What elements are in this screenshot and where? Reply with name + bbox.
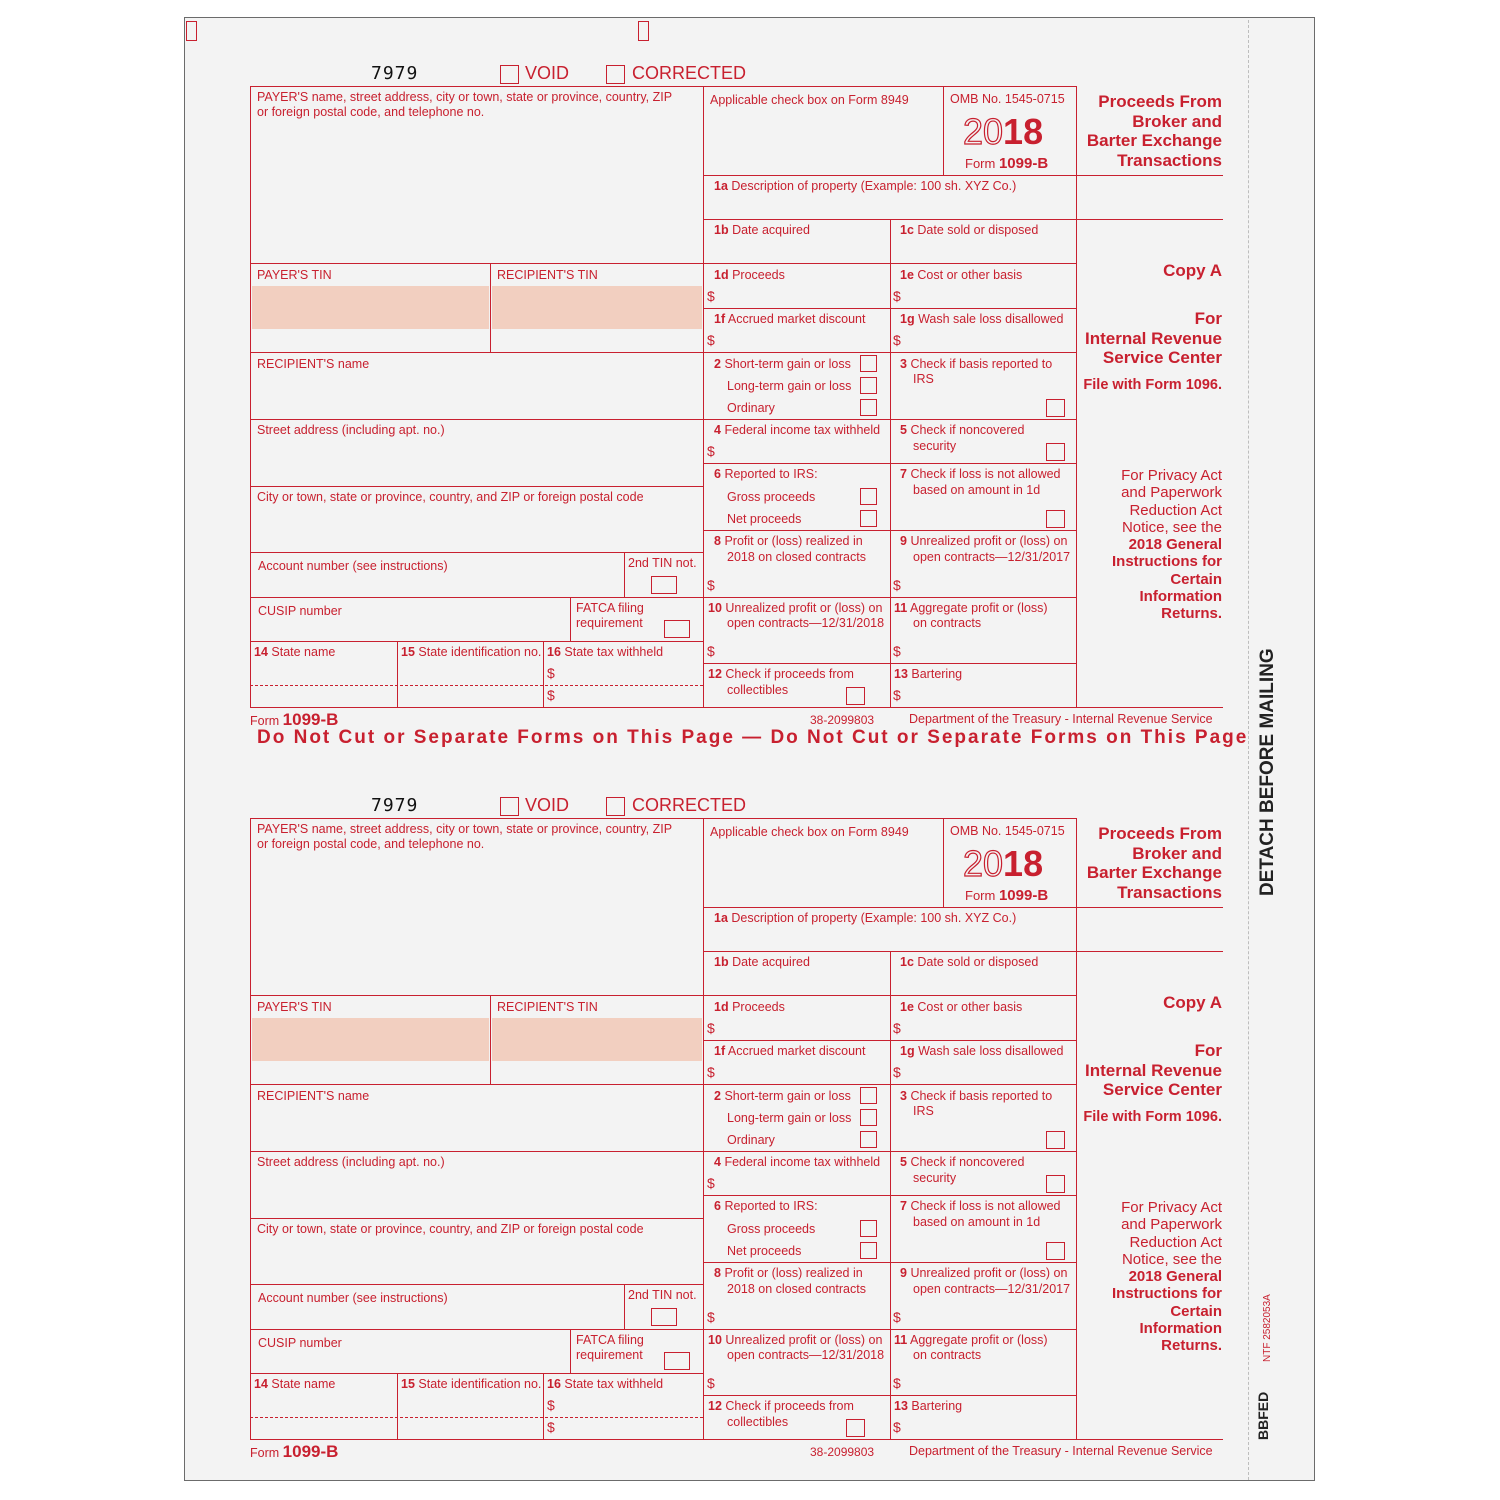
- box-1a-label: 1a Description of property (Example: 100 sh. XYZ Co.): [714, 179, 1017, 193]
- dollar-sign: $: [893, 1419, 901, 1435]
- second-tin-label: 2nd TIN not.: [628, 1288, 697, 1302]
- payer-info-field[interactable]: [252, 120, 701, 262]
- box-15-label: 15 State identification no.: [401, 1377, 542, 1391]
- dollar-sign: $: [547, 687, 555, 703]
- grid-line: [250, 597, 1076, 598]
- city-label: City or town, state or province, country, and ZIP or foreign postal code: [257, 1222, 644, 1236]
- file-with-label: File with Form 1096.: [1083, 377, 1222, 393]
- box-5-label: 5 Check if noncovered: [900, 1155, 1025, 1169]
- box-2-label: 2 Short-term gain or loss: [714, 357, 851, 371]
- dollar-sign: $: [893, 577, 901, 593]
- dollar-sign: $: [893, 288, 901, 304]
- long-term-label: Long-term gain or loss: [727, 1111, 852, 1125]
- dollar-sign: $: [893, 332, 901, 348]
- void-label: VOID: [525, 795, 570, 815]
- copy-purpose: For Internal Revenue Service Center: [1085, 1041, 1222, 1099]
- grid-line: [250, 685, 703, 686]
- payer-tin-field[interactable]: [252, 1018, 489, 1061]
- grid-line: [703, 463, 1076, 464]
- dollar-sign: $: [893, 1309, 901, 1325]
- account-label: Account number (see instructions): [258, 559, 448, 573]
- form-code: 7979: [371, 63, 419, 84]
- privacy-notice: For Privacy Act and Paperwork Reduction Act Notice, see the 2018 General Instructions for Certain Information Returns.: [1111, 467, 1222, 623]
- noncovered-checkbox[interactable]: [1046, 443, 1065, 461]
- grid-line: [703, 86, 704, 708]
- dollar-sign: $: [893, 1064, 901, 1080]
- box-6-label: 6 Reported to IRS:: [714, 467, 818, 481]
- tax-year: 2018: [963, 843, 1044, 884]
- form-1099b: [0, 0, 1500, 729]
- ordinary-checkbox[interactable]: [860, 399, 877, 416]
- long-term-checkbox[interactable]: [860, 1109, 877, 1126]
- box-12-label-2: collectibles: [727, 683, 789, 697]
- grid-line: [250, 1284, 703, 1285]
- box-1f-label: 1f Accrued market discount: [714, 312, 866, 326]
- tax-year: 2018: [963, 111, 1044, 152]
- form8949-label: Applicable check box on Form 8949: [710, 93, 909, 107]
- dollar-sign: $: [707, 1309, 715, 1325]
- grid-line: [250, 86, 1077, 87]
- dollar-sign: $: [707, 643, 715, 659]
- grid-line: [250, 486, 703, 487]
- box-1g-label: 1g Wash sale loss disallowed: [900, 312, 1064, 326]
- net-proceeds-checkbox[interactable]: [860, 1242, 877, 1259]
- dollar-sign: $: [893, 643, 901, 659]
- box-10-label: 10 Unrealized profit or (loss) on: [708, 601, 883, 615]
- box-11-label: 11 Aggregate profit or (loss): [894, 601, 1048, 615]
- grid-line: [703, 1395, 1076, 1396]
- second-tin-checkbox[interactable]: [651, 576, 677, 594]
- box-2-label: 2 Short-term gain or loss: [714, 1089, 851, 1103]
- long-term-label: Long-term gain or loss: [727, 379, 852, 393]
- box-1c-label: 1c Date sold or disposed: [900, 955, 1039, 969]
- corrected-label: CORRECTED: [632, 795, 747, 815]
- fatca-label-2: requirement: [576, 616, 643, 630]
- grid-line: [703, 175, 1223, 176]
- form-title: Proceeds From Broker and Barter Exchange Transactions: [1086, 92, 1222, 170]
- grid-line: [490, 995, 491, 1084]
- box-4-label: 4 Federal income tax withheld: [714, 423, 881, 437]
- grid-line: [703, 1262, 1076, 1263]
- recipient-name-label: RECIPIENT'S name: [257, 1089, 370, 1103]
- dollar-sign: $: [707, 1020, 715, 1036]
- street-label: Street address (including apt. no.): [257, 423, 445, 437]
- gross-proceeds-checkbox[interactable]: [860, 1220, 877, 1237]
- gross-proceeds-label: Gross proceeds: [727, 490, 816, 504]
- box-1e-label: 1e Cost or other basis: [900, 1000, 1023, 1014]
- box-12-label-2: collectibles: [727, 1415, 789, 1429]
- box-9-label-2: open contracts—12/31/2017: [913, 1282, 1071, 1296]
- box-5-label-2: security: [913, 439, 957, 453]
- payer-tin-field[interactable]: [252, 286, 489, 329]
- box-7-label: 7 Check if loss is not allowed: [900, 467, 1061, 481]
- dollar-sign: $: [547, 1397, 555, 1413]
- payer-tin-label: PAYER'S TIN: [257, 1000, 332, 1014]
- box-5-label: 5 Check if noncovered: [900, 423, 1025, 437]
- footer-form-name: Form 1099-B: [250, 710, 339, 729]
- grid-line: [543, 1373, 544, 1440]
- grid-line: [943, 818, 944, 907]
- payer-info-field[interactable]: [252, 852, 701, 994]
- box-9-label: 9 Unrealized profit or (loss) on: [900, 534, 1068, 548]
- grid-line: [250, 263, 1076, 264]
- form-code: 7979: [371, 795, 419, 816]
- net-proceeds-checkbox[interactable]: [860, 510, 877, 527]
- detach-before-mailing-label: DETACH BEFORE MAILING: [1257, 648, 1278, 896]
- grid-line: [703, 530, 1076, 531]
- payer-info-label: PAYER'S name, street address, city or town, state or province, country, ZIP: [257, 90, 673, 104]
- long-term-checkbox[interactable]: [860, 377, 877, 394]
- do-not-cut-banner: Do Not Cut or Separate Forms on This Page — Do Not Cut or Separate Forms on This Page: [257, 727, 1249, 748]
- dollar-sign: $: [707, 1175, 715, 1191]
- net-proceeds-label: Net proceeds: [727, 1244, 802, 1258]
- box-1d-label: 1d Proceeds: [714, 268, 785, 282]
- grid-line: [250, 1439, 1223, 1440]
- dollar-sign: $: [707, 288, 715, 304]
- bbfed-code: BBFED: [1255, 1391, 1271, 1440]
- box-6-label: 6 Reported to IRS:: [714, 1199, 818, 1213]
- box-11-label-2: on contracts: [913, 1348, 982, 1362]
- copy-a-label: Copy A: [1163, 261, 1222, 280]
- grid-line: [250, 1329, 1076, 1330]
- form-name: Form 1099-B: [965, 155, 1049, 172]
- basis-reported-checkbox[interactable]: [1046, 399, 1065, 417]
- ordinary-label: Ordinary: [727, 401, 775, 415]
- recipient-tin-label: RECIPIENT'S TIN: [497, 1000, 598, 1014]
- box-1f-label: 1f Accrued market discount: [714, 1044, 866, 1058]
- void-label: VOID: [525, 63, 570, 83]
- box-7-label-2: based on amount in 1d: [913, 483, 1041, 497]
- void-checkbox[interactable]: [500, 65, 519, 84]
- corrected-checkbox[interactable]: [606, 65, 625, 84]
- grid-line: [250, 1084, 1076, 1085]
- grid-line: [703, 1040, 1076, 1041]
- grid-line: [570, 1329, 571, 1373]
- footer-form-name: Form 1099-B: [250, 1442, 339, 1461]
- dollar-sign: $: [547, 1419, 555, 1435]
- omb-number: OMB No. 1545-0715: [950, 92, 1065, 106]
- form-title: Proceeds From Broker and Barter Exchange Transactions: [1086, 824, 1222, 902]
- box-10-label-2: open contracts—12/31/2018: [727, 616, 885, 630]
- box-3-label: 3 Check if basis reported to: [900, 357, 1053, 371]
- net-proceeds-label: Net proceeds: [727, 512, 802, 526]
- noncovered-checkbox[interactable]: [1046, 1175, 1065, 1193]
- grid-line: [703, 907, 1223, 908]
- grid-line: [543, 641, 544, 708]
- cusip-label: CUSIP number: [258, 604, 342, 618]
- dollar-sign: $: [893, 1375, 901, 1391]
- box-7-label-2: based on amount in 1d: [913, 1215, 1041, 1229]
- recipient-tin-field[interactable]: [492, 286, 702, 329]
- dollar-sign: $: [707, 443, 715, 459]
- grid-line: [250, 1218, 703, 1219]
- grid-line: [250, 86, 251, 708]
- box-7-label: 7 Check if loss is not allowed: [900, 1199, 1061, 1213]
- box-3-label: 3 Check if basis reported to: [900, 1089, 1053, 1103]
- grid-line: [397, 641, 398, 708]
- box-1g-label: 1g Wash sale loss disallowed: [900, 1044, 1064, 1058]
- footer-cat-number: 38-2099803: [810, 1445, 875, 1459]
- box-12-label: 12 Check if proceeds from: [708, 1399, 854, 1413]
- grid-line: [250, 818, 1077, 819]
- box-10-label-2: open contracts—12/31/2018: [727, 1348, 885, 1362]
- fatca-checkbox[interactable]: [664, 1352, 690, 1370]
- grid-line: [624, 1284, 625, 1329]
- second-tin-checkbox[interactable]: [651, 1308, 677, 1326]
- box-8-label: 8 Profit or (loss) realized in: [714, 1266, 863, 1280]
- box-4-label: 4 Federal income tax withheld: [714, 1155, 881, 1169]
- dollar-sign: $: [547, 665, 555, 681]
- account-label: Account number (see instructions): [258, 1291, 448, 1305]
- footer-department: Department of the Treasury - Internal Revenue Service: [909, 712, 1213, 726]
- grid-line: [703, 1195, 1076, 1196]
- gross-proceeds-label: Gross proceeds: [727, 1222, 816, 1236]
- grid-line: [250, 1151, 1076, 1152]
- box-10-label: 10 Unrealized profit or (loss) on: [708, 1333, 883, 1347]
- box-16-label: 16 State tax withheld: [547, 1377, 664, 1391]
- footer-cat-number: 38-2099803: [810, 713, 875, 727]
- dollar-sign: $: [707, 332, 715, 348]
- dollar-sign: $: [707, 577, 715, 593]
- dollar-sign: $: [893, 687, 901, 703]
- privacy-notice: For Privacy Act and Paperwork Reduction Act Notice, see the 2018 General Instructions for Certain Information Returns.: [1111, 1199, 1222, 1355]
- payer-info-label: PAYER'S name, street address, city or town, state or province, country, ZIP: [257, 822, 673, 836]
- box-8-label-2: 2018 on closed contracts: [727, 1282, 866, 1296]
- collectibles-checkbox[interactable]: [846, 1419, 865, 1437]
- copy-a-label: Copy A: [1163, 993, 1222, 1012]
- box-11-label-2: on contracts: [913, 616, 982, 630]
- box-1c-label: 1c Date sold or disposed: [900, 223, 1039, 237]
- form8949-label: Applicable check box on Form 8949: [710, 825, 909, 839]
- grid-line: [250, 641, 703, 642]
- omb-number: OMB No. 1545-0715: [950, 824, 1065, 838]
- fatca-checkbox[interactable]: [664, 620, 690, 638]
- box-1b-label: 1b Date acquired: [714, 955, 810, 969]
- box-9-label-2: open contracts—12/31/2017: [913, 550, 1071, 564]
- ordinary-label: Ordinary: [727, 1133, 775, 1147]
- form-1099b: [0, 732, 1500, 1461]
- box-14-label: 14 State name: [254, 645, 336, 659]
- box-15-label: 15 State identification no.: [401, 645, 542, 659]
- file-with-label: File with Form 1096.: [1083, 1109, 1222, 1125]
- box-13-label: 13 Bartering: [894, 667, 963, 681]
- corrected-checkbox[interactable]: [606, 797, 625, 816]
- city-label: City or town, state or province, country, and ZIP or foreign postal code: [257, 490, 644, 504]
- box-11-label: 11 Aggregate profit or (loss): [894, 1333, 1048, 1347]
- ntf-code: NTF 2582053A: [1262, 1294, 1273, 1362]
- grid-line: [1076, 86, 1077, 708]
- grid-line: [250, 1417, 703, 1418]
- second-tin-label: 2nd TIN not.: [628, 556, 697, 570]
- short-term-checkbox[interactable]: [860, 1087, 877, 1104]
- grid-line: [943, 86, 944, 175]
- grid-line: [703, 818, 704, 1440]
- box-13-label: 13 Bartering: [894, 1399, 963, 1413]
- basis-reported-checkbox[interactable]: [1046, 1131, 1065, 1149]
- street-label: Street address (including apt. no.): [257, 1155, 445, 1169]
- dollar-sign: $: [893, 1020, 901, 1036]
- cusip-label: CUSIP number: [258, 1336, 342, 1350]
- grid-line: [703, 951, 1223, 952]
- payer-info-label-2: or foreign postal code, and telephone no.: [257, 837, 485, 851]
- grid-line: [703, 663, 1076, 664]
- box-1d-label: 1d Proceeds: [714, 1000, 785, 1014]
- payer-tin-label: PAYER'S TIN: [257, 268, 332, 282]
- box-1a-label: 1a Description of property (Example: 100 sh. XYZ Co.): [714, 911, 1017, 925]
- fatca-label-2: requirement: [576, 1348, 643, 1362]
- box-9-label: 9 Unrealized profit or (loss) on: [900, 1266, 1068, 1280]
- void-checkbox[interactable]: [500, 797, 519, 816]
- grid-line: [250, 552, 703, 553]
- box-1e-label: 1e Cost or other basis: [900, 268, 1023, 282]
- loss-not-allowed-checkbox[interactable]: [1046, 510, 1065, 528]
- collectibles-checkbox[interactable]: [846, 687, 865, 705]
- box-16-label: 16 State tax withheld: [547, 645, 664, 659]
- dollar-sign: $: [707, 1064, 715, 1080]
- grid-line: [250, 995, 1076, 996]
- fatca-label: FATCA filing: [576, 1333, 644, 1347]
- grid-line: [490, 263, 491, 352]
- box-8-label-2: 2018 on closed contracts: [727, 550, 866, 564]
- loss-not-allowed-checkbox[interactable]: [1046, 1242, 1065, 1260]
- form-name: Form 1099-B: [965, 887, 1049, 904]
- grid-line: [250, 707, 1223, 708]
- grid-line: [703, 219, 1223, 220]
- grid-line: [250, 419, 1076, 420]
- grid-line: [250, 352, 1076, 353]
- box-12-label: 12 Check if proceeds from: [708, 667, 854, 681]
- recipient-tin-field[interactable]: [492, 1018, 702, 1061]
- grid-line: [250, 818, 251, 1440]
- box-8-label: 8 Profit or (loss) realized in: [714, 534, 863, 548]
- grid-line: [250, 1373, 703, 1374]
- grid-line: [397, 1373, 398, 1440]
- dollar-sign: $: [707, 1375, 715, 1391]
- grid-line: [703, 308, 1076, 309]
- box-3-label-2: IRS: [913, 372, 934, 386]
- grid-line: [570, 597, 571, 641]
- recipient-tin-label: RECIPIENT'S TIN: [497, 268, 598, 282]
- gross-proceeds-checkbox[interactable]: [860, 488, 877, 505]
- ordinary-checkbox[interactable]: [860, 1131, 877, 1148]
- payer-info-label-2: or foreign postal code, and telephone no.: [257, 105, 485, 119]
- corrected-label: CORRECTED: [632, 63, 747, 83]
- box-3-label-2: IRS: [913, 1104, 934, 1118]
- short-term-checkbox[interactable]: [860, 355, 877, 372]
- fatca-label: FATCA filing: [576, 601, 644, 615]
- box-5-label-2: security: [913, 1171, 957, 1185]
- recipient-name-label: RECIPIENT'S name: [257, 357, 370, 371]
- grid-line: [1076, 818, 1077, 1440]
- footer-department: Department of the Treasury - Internal Revenue Service: [909, 1444, 1213, 1458]
- copy-purpose: For Internal Revenue Service Center: [1085, 309, 1222, 367]
- box-1b-label: 1b Date acquired: [714, 223, 810, 237]
- box-14-label: 14 State name: [254, 1377, 336, 1391]
- grid-line: [624, 552, 625, 597]
